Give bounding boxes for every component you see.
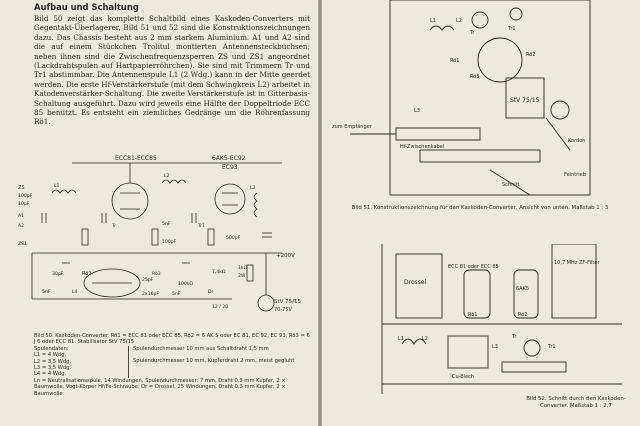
figure-52-drawing (352, 244, 632, 394)
component-label: 2x16pF (142, 292, 160, 297)
fig51-label: Schnitt (502, 182, 520, 188)
component-label: 10pF (18, 202, 30, 207)
fig52-label: 10,7 MHz ZF-Filter (554, 260, 600, 266)
right-page (322, 0, 640, 426)
body-paragraph: Bild 50 zeigt das komplette Schaltbild eines Kaskoden-Converters mit Gegentakt-Überlagerer, Bild 51 und 52 sind die Konstruktionszeichnungen dazu. Das Chassis besteht aus 2 mm starkem Aluminium. A1 und A2 sind die auf einem Stückchen Trolitul montierten Antennensteckbuchsen; neben ihnen sind die Zwischenfrequenzsperren ZS und ZS1 angeordnet (Lackdrahtspulen auf Hartpapierröhrchen). Sie sind mit Trimmern Tr und Tr1 abstimmbar. Die Antennenspule L1 (2 Wdg.) kann in der Mitte geerdet werden. Die erste Hf-Verstärkerstufe (mit dem Schwingkreis L2) arbeitet in Katodenverstärker-Schaltung. Die zweite Verstärkerstufe ist in Gitterbasis-Schaltung ausgeführt. Dazu wird jeweils eine Hälfte der Doppeltriode ECC 85 benützt. Es entsteht ein ziemliches Gedränge um die Röhrenfassung Rö1. (34, 14, 311, 127)
coil-spec-item: L3 = 3,5 Wdg. (34, 365, 72, 372)
voltage2-label: 70-75V (274, 307, 292, 313)
fig51-label: Feintrieb (564, 172, 586, 178)
ro2-label: Rö2 (82, 271, 92, 277)
supply-voltage-label: +200V (276, 253, 295, 259)
fig52-label: Cu-Blech (452, 374, 475, 380)
tube1-label: ECC81-ECC85 (115, 155, 157, 162)
component-label: Rö3 (152, 272, 161, 277)
component-label: 30pF (52, 272, 64, 277)
fig52-label: Tr1 (548, 344, 556, 350)
stabilizer-symbol (258, 295, 274, 311)
tube2b-label: EC93 (222, 164, 238, 171)
component-label: ZS1 (18, 242, 27, 247)
figure-50-caption: Bild 50. Kaskoden-Converter. Rö1 = ECC 81 oder ECC 85, Rö2 = 6 AK 5 oder EC 81, EC 92, EC 93, Rö3 = 6 J 6 oder ECC 81. Stabilisator StV 75/15 (34, 333, 310, 346)
footnote: Ln = Neutralisationsspule, 14 Windungen, Spulendurchmesser: 7 mm, Draht 0,3 mm Kupfer, 2 × Baumwolle, Vogt-Körper Hf/Fe-Schraube. Dr = Drossel, 25 Windungen, Draht 0,3 mm Kupfer, 2 × Baumwolle (34, 377, 286, 397)
chassis-outline (390, 0, 590, 195)
component-label: 5nF (162, 222, 171, 227)
left-page (0, 0, 318, 426)
component-label: 1kΩ (238, 266, 248, 271)
fig51-label: StV 75/15 (510, 97, 540, 104)
fig51-label: Kordon (568, 138, 586, 144)
coil-spec-item: L4 = 4 Wdg. (34, 371, 67, 378)
fig51-left-label: zum Empfänger (332, 124, 372, 130)
section-heading: Aufbau und Schaltung (34, 2, 139, 12)
component-label: Dr (208, 290, 214, 295)
component-label: 12 / 20 (212, 305, 229, 310)
coil-spec-note: Spulendurchmesser 10 mm aus Schaltdraht 1,5 mm (133, 345, 269, 352)
fig52-label: Tr (512, 334, 517, 340)
figure-52-caption: Bild 52. Schnitt durch den Kaskoden-Converter. Maßstab 1 : 2,7 (526, 396, 626, 409)
choke-box (396, 254, 442, 318)
fig51-label: Tr1 (508, 26, 516, 32)
component-label: A2 (18, 224, 25, 229)
coil-l3 (254, 193, 257, 217)
coil-spec-item: L2 = 3,5 Wdg. (34, 358, 72, 365)
component-label: L1 (54, 184, 60, 189)
fig51-label: L3 (414, 108, 420, 114)
coil-spec-table (34, 346, 310, 378)
fig52-label: Drossel (404, 279, 427, 286)
component-label: 500pF (226, 236, 241, 241)
fig52-label: L3 (492, 344, 498, 350)
fig51-label: L1 (430, 18, 436, 24)
component-label: 100pF (162, 240, 177, 245)
fig51-label: Tr (470, 30, 475, 36)
fig51-label: Rö3 (470, 74, 480, 80)
component-label: 2W (238, 274, 246, 279)
component-label: Tr1 (198, 224, 205, 229)
circuit-schematic (12, 153, 312, 329)
figure-caption-block (34, 333, 310, 397)
fig52-label: Rö1 (468, 312, 478, 318)
fig52-label: 6AK5 (516, 286, 530, 292)
component-label: L2 (164, 174, 170, 179)
fig51-label: Rö2 (526, 52, 536, 58)
component-label: 5nF (172, 292, 181, 297)
component-label: L4 (72, 290, 78, 295)
fig52-label: Rö2 (518, 312, 528, 318)
fig52-label: L1 (398, 336, 404, 342)
component-label: 25pF (142, 278, 154, 283)
tube1-symbol (112, 183, 148, 219)
rotor-circle (478, 38, 522, 82)
fig51-label: Rö1 (450, 58, 460, 64)
component-label: 100pF (18, 194, 33, 199)
fig51-label: L2 (456, 18, 462, 24)
coil-spec-item: L1 = 4 Wdg. (34, 352, 67, 359)
coil-l2 (162, 180, 186, 183)
spulendaten-label: Spulendaten: (34, 345, 69, 352)
component-label: 7,4kΩ (212, 270, 226, 275)
component-label: 100kΩ (178, 282, 193, 287)
component-label: ZS (18, 185, 25, 191)
figure-51-caption: Bild 51. Konstruktionszeichnung für den Kaskoden-Converter, Ansicht von unten. Maßstab 1 : 3 (351, 205, 609, 211)
figure-51-drawing (330, 0, 630, 214)
component-label: Tr (112, 224, 117, 229)
fig52-label: L2 (422, 336, 428, 342)
coil-spec-note: Spulendurchmesser 10 mm, Kupferdraht 2 mm, meist gegluht (133, 358, 295, 365)
fig52-label: ECC 81 oder ECC 85 (448, 264, 499, 270)
tube2-symbol (215, 184, 245, 214)
component-label: 5nF (42, 290, 51, 295)
component-label: A1 (18, 214, 25, 219)
fig51-label: Hf-Zwischenkabel (400, 144, 445, 150)
coil-l1 (52, 190, 76, 193)
tube2-label: 6AK5-EC92 (212, 155, 246, 162)
component-label: L3 (250, 186, 256, 191)
stabilizer-label: StV 75/15 (274, 299, 302, 305)
